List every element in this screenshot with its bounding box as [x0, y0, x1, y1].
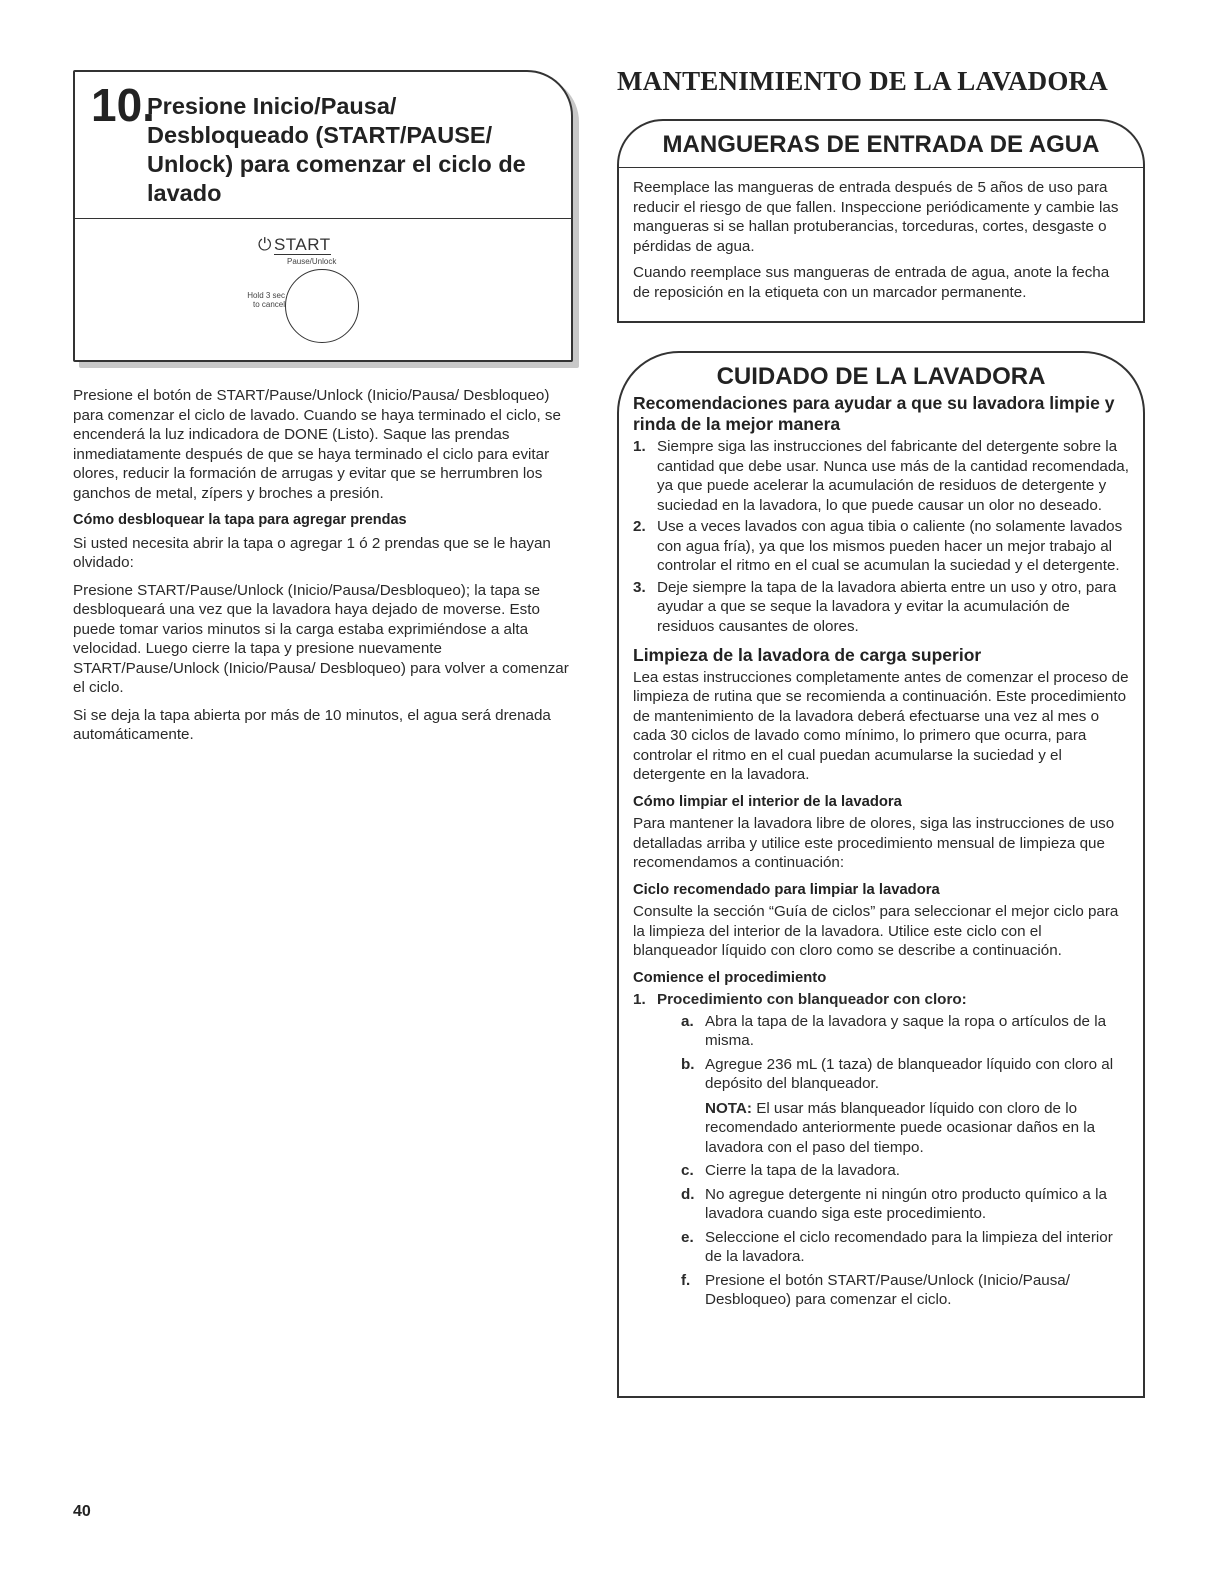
item-text: Siempre siga las instrucciones del fabricante del detergente sobre la cantidad que debe usar. Nunca use más de la cantidad recomendada, ya que puede acelerar la acumulación de residuos de detergente y suciedad en la lavadora, lo que puede causar un olor no deseado. [657, 438, 1129, 514]
recommended-cycle-heading: Ciclo recomendado para limpiar la lavadora [633, 881, 940, 898]
step-item [681, 1012, 1129, 1051]
step-marker: d. [681, 1185, 695, 1203]
item-marker: 2. [633, 518, 646, 535]
top-load-cleaning-heading: Limpieza de la lavadora de carga superior [633, 645, 982, 665]
care-section [617, 351, 1145, 1398]
step-item [681, 1271, 1129, 1310]
procedure-list [633, 990, 1129, 1310]
page-number: 40 [73, 1503, 91, 1520]
list-item [633, 578, 1129, 637]
step-marker: b. [681, 1055, 695, 1073]
step-marker: f. [681, 1271, 691, 1289]
pause-unlock-label: Pause/Unlock [287, 257, 337, 266]
care-content [619, 391, 1143, 1310]
start-button-illustration [285, 269, 359, 343]
step-text: Cierre la tapa de la lavadora. [705, 1162, 901, 1179]
step-text: Seleccione el ciclo recomendado para la limpieza del interior de la lavadora. [705, 1228, 1113, 1265]
paragraph: Si usted necesita abrir la tapa o agregar 1 ó 2 prendas que se le hayan olvidado: [73, 534, 551, 571]
item-text: Use a veces lavados con agua tibia o caliente (no solamente lavados con agua fría), ya que los mismos pueden hacer un mejor trabajo al controlar el ritmo en el cual se acumulan la suciedad y el detergente. [657, 518, 1123, 574]
procedure-title: Procedimiento con blanqueador con cloro: [657, 991, 967, 1008]
step-item [681, 1055, 1129, 1158]
note-label: NOTA: [705, 1099, 752, 1117]
step-title: Presione Inicio/Pausa/ Desbloqueado (START/PAUSE/ Unlock) para comenzar el ciclo de lavado [147, 93, 526, 206]
start-text: START [273, 235, 331, 254]
start-label [258, 235, 331, 255]
procedure-steps [657, 1012, 1129, 1310]
paragraph: Cuando reemplace sus mangueras de entrada de agua, anote la fecha de reposición en la etiqueta con un marcador permanente. [633, 264, 1110, 301]
step-marker: a. [681, 1012, 694, 1030]
right-column [617, 66, 1145, 1398]
step-number: 10. [91, 79, 155, 131]
paragraph: Para mantener la lavadora libre de olores, siga las instrucciones de uso detalladas arriba y utilice este procedimiento mensual de limpieza que recomendamos a continuación: [633, 815, 1115, 871]
power-icon: ⏻ [258, 235, 272, 254]
step-item [681, 1228, 1129, 1267]
step-item [681, 1185, 1129, 1224]
page-title: MANTENIMIENTO DE LA LAVADORA [617, 66, 1108, 96]
hoses-section [617, 119, 1145, 323]
item-marker: 3. [633, 578, 646, 596]
hold-to-cancel-label: Hold 3 sec to cancel [247, 291, 285, 309]
list-item [633, 517, 1129, 576]
step-text: Abra la tapa de la lavadora y saque la ropa o artículos de la misma. [705, 1012, 1107, 1049]
item-text: Deje siempre la tapa de la lavadora abierta entre un uso y otro, para ayudar a que se seque la lavadora y evitar la acumulación de residuos causantes de olores. [657, 578, 1117, 635]
step-text: Presione el botón START/Pause/Unlock (Inicio/Pausa/ Desbloqueo) para comenzar el ciclo. [705, 1271, 1070, 1308]
hoses-content [619, 168, 1143, 302]
step-text: Agregue 236 mL (1 taza) de blanqueador líquido con cloro al depósito del blanqueador. [705, 1055, 1114, 1092]
control-panel-illustration [75, 219, 571, 359]
paragraph: Si se deja la tapa abierta por más de 10 minutos, el agua será drenada automáticamente. [73, 706, 551, 743]
step-10-box [73, 70, 573, 362]
paragraph: Reemplace las mangueras de entrada después de 5 años de uso para reducir el riesgo de que fallen. Inspeccione periódicamente y cambie las mangueras si se hallan protuberancias, torceduras, cortes, desgaste o pérdidas de agua. [633, 179, 1119, 255]
item-marker: 1. [633, 438, 646, 455]
note [705, 1099, 1129, 1158]
recommendations-heading: Recomendaciones para ayudar a que su lavadora limpie y rinda de la mejor manera [633, 393, 1115, 434]
subheading-unlock-lid: Cómo desbloquear la tapa para agregar prendas [73, 512, 407, 528]
step-item [681, 1161, 1129, 1181]
paragraph: Presione START/Pause/Unlock (Inicio/Pausa/Desbloqueo); la tapa se desbloqueará una vez que la lavadora haya dejado de moverse. Esto puede tomar varios minutos si la carga estaba exprimiéndose a alta velocidad. Luego cierre la tapa y presione nuevamente START/Pause/Unlock (Inicio/Pausa/ Desbloqueo) para volver a comenzar el ciclo. [73, 581, 569, 696]
step-marker: c. [681, 1162, 694, 1179]
left-column [73, 70, 583, 753]
recommendations-list [633, 437, 1129, 636]
paragraph: Presione el botón de START/Pause/Unlock (Inicio/Pausa/ Desbloqueo) para comenzar el ciclo de lavado. Cuando se haya terminado el ciclo, se encenderá la luz indicadora de DONE (Listo). Saque las prendas inmediatamente después de que se haya terminado el ciclo para evitar olores, reducir la formación de arrugas y evitar que se herrumbren los ganchos de metal, zípers y broches a presión. [73, 387, 561, 502]
step-10-text [73, 386, 583, 745]
list-item [633, 437, 1129, 515]
begin-procedure-heading: Comience el procedimiento [633, 969, 827, 986]
step-marker: e. [681, 1228, 694, 1246]
step-header [75, 72, 571, 219]
paragraph: Consulte la sección “Guía de ciclos” para seleccionar el mejor ciclo para la limpieza del interior de la lavadora. Utilice este ciclo con el blanqueador líquido con cloro como se describe a continuación. [633, 903, 1119, 959]
note-text: El usar más blanqueador líquido con cloro de lo recomendado anteriormente puede ocasionar daños en la lavadora con el paso del tiempo. [705, 1099, 1096, 1156]
hoses-title: MANGUERAS DE ENTRADA DE AGUA [619, 121, 1143, 168]
step-text: No agregue detergente ni ningún otro producto químico a la lavadora cuando siga este procedimiento. [705, 1185, 1107, 1222]
care-title: CUIDADO DE LA LAVADORA [716, 363, 1046, 390]
item-marker: 1. [633, 991, 646, 1008]
list-item [633, 990, 1129, 1310]
interior-cleaning-heading: Cómo limpiar el interior de la lavadora [633, 793, 902, 810]
paragraph: Lea estas instrucciones completamente antes de comenzar el proceso de limpieza de rutina que se recomienda a continuación. Este procedimiento de mantenimiento de la lavadora deberá efectuarse una vez al mes o cada 30 ciclos de lavado como mínimo, lo primero que ocurra, para controlar el ritmo en el cual puedan acumularse la suciedad y el detergente en la lavadora. [633, 668, 1129, 783]
